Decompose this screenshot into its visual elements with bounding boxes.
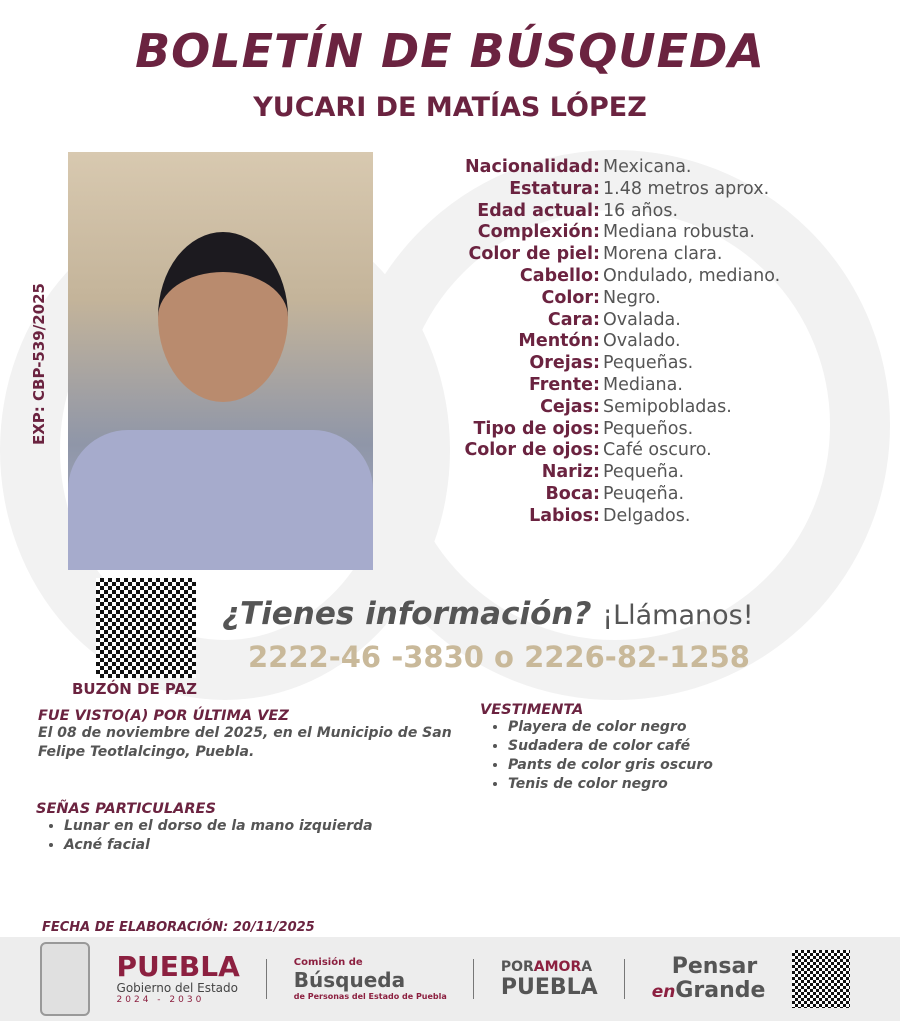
person-photo [68,152,373,570]
feature-value: Peuqeña. [603,483,685,504]
feature-value: Negro. [603,287,661,308]
feature-label: Orejas: [529,353,600,374]
feature-value: Mediana. [603,374,683,395]
feature-value: Pequeñas. [603,353,694,374]
a-text: A [581,958,593,975]
grande-text: Grande [675,977,766,1003]
en-text: en [651,981,676,1002]
clothing-item: • Pants de color gris oscuro [508,756,880,775]
phone-numbers[interactable]: 2222-46 -3830 o 2226-82-1258 [248,640,750,674]
feature-value: Ovalado. [603,331,681,352]
clothing-item: • Sudadera de color café [508,737,880,756]
feature-label: Edad actual: [477,200,600,221]
clothing-list [480,718,880,794]
feature-row [430,506,870,528]
feature-row [430,353,870,375]
divider [266,959,267,999]
feature-row [430,440,870,462]
clothing-title: VESTIMENTA [480,702,584,718]
last-seen-section [38,708,468,762]
por-text: POR [500,958,534,975]
call-text: ¡Llámanos! [602,600,754,631]
puebla-logo [116,950,240,1005]
feature-row [430,484,870,506]
feature-value: Semipobladas. [603,396,732,417]
feature-value: Mediana robusta. [603,222,755,243]
bulletin-title: BOLETÍN DE BÚSQUEDA [135,24,765,78]
features-list [430,157,870,528]
feature-row [430,375,870,397]
feature-row [430,222,870,244]
marks-section [36,801,466,855]
feature-row [430,462,870,484]
feature-label: Cejas: [540,396,600,417]
last-seen-title: FUE VISTO(A) POR ÚLTIMA VEZ [38,708,289,724]
personas-text: de Personas del Estado de Puebla [293,992,447,1001]
feature-row [430,397,870,419]
case-number: EXP: CBP-539/2025 [30,283,48,445]
qr-label: BUZÓN DE PAZ [72,680,198,698]
feature-label: Nariz: [541,462,600,483]
qr-code[interactable] [96,578,196,678]
feature-value: Ondulado, mediano. [603,265,781,286]
por-amor-puebla-logo [501,959,598,1000]
mark-item: • Lunar en el dorso de la mano izquierda [64,817,466,836]
mark-item: • Acné facial [64,836,466,855]
feature-label: Estatura: [509,178,600,199]
amor-text: AMOR [533,958,582,975]
feature-label: Nacionalidad: [465,157,600,177]
clothing-section [480,702,880,794]
feature-label: Frente: [528,374,600,395]
feature-label: Color de piel: [468,244,600,265]
feature-value: 1.48 metros aprox. [603,178,770,199]
divider [473,959,474,999]
feature-row [430,310,870,332]
feature-row [430,266,870,288]
feature-label: Color: [541,287,600,308]
feature-row [430,244,870,266]
pensar-grande-logo [652,955,766,1004]
feature-label: Boca: [545,483,600,504]
photo-sweater [68,430,373,570]
feature-row [430,179,870,201]
feature-label: Cara: [547,309,600,330]
marks-list [36,817,466,855]
footer-logos [0,937,900,1021]
footer-qr-code[interactable] [792,950,850,1008]
clothing-item: • Tenis de color negro [508,775,880,794]
comision-text: Comisión de [293,957,363,968]
feature-label: Mentón: [518,331,600,352]
gob-text: Gobierno del Estado [116,981,238,995]
feature-label: Color de ojos: [464,440,600,461]
feature-row [430,288,870,310]
puebla2-text: PUEBLA [500,974,598,1000]
feature-label: Complexión: [477,222,600,243]
marks-title: SEÑAS PARTICULARES [36,801,216,817]
feature-label: Labios: [529,505,600,526]
feature-value: Pequeña. [603,462,685,483]
feature-row [430,419,870,441]
years-text: 2024 - 2030 [116,995,205,1005]
creation-date: FECHA DE ELABORACIÓN: 20/11/2025 [42,920,315,935]
puebla-text: PUEBLA [116,950,240,983]
feature-row [430,157,870,179]
comision-logo [294,957,447,1001]
busqueda-text: Búsqueda [293,968,406,992]
divider [624,959,625,999]
info-question [222,596,882,632]
feature-row [430,201,870,223]
feature-value: 16 años. [603,200,679,221]
feature-value: Pequeños. [603,418,694,439]
feature-value: Café oscuro. [603,440,712,461]
person-name: YUCARI DE MATÍAS LÓPEZ [253,92,647,123]
feature-value: Mexicana. [603,157,692,177]
state-seal-icon [40,942,90,1016]
feature-value: Morena clara. [603,244,723,265]
feature-value: Delgados. [603,505,691,526]
feature-label: Tipo de ojos: [473,418,600,439]
feature-label: Cabello: [519,265,600,286]
feature-value: Ovalada. [603,309,681,330]
question-text: ¿Tienes información? [222,596,592,632]
feature-row [430,331,870,353]
last-seen-text: El 08 de noviembre del 2025, en el Municipio de San Felipe Teotlalcingo, Puebla. [38,725,452,760]
clothing-item: • Playera de color negro [508,718,880,737]
pensar-text: Pensar [671,953,758,979]
photo-face [158,232,288,402]
